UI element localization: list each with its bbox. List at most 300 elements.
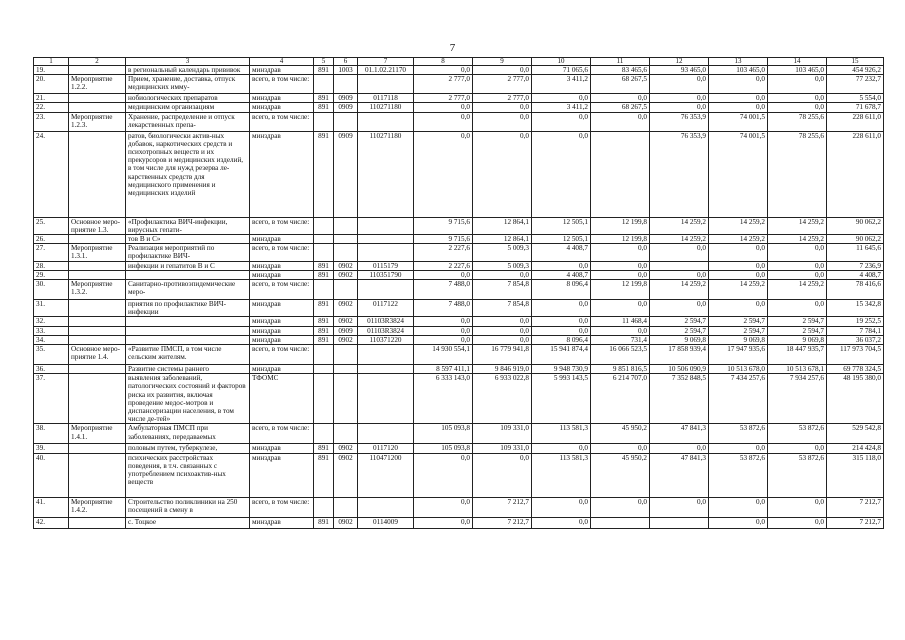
event-name [69, 335, 126, 344]
value-col-10: 5 993 143,5 [532, 374, 591, 424]
event-description: в региональный календарь прививок [126, 66, 250, 75]
value-col-13: 9 069,8 [709, 335, 768, 344]
value-col-12: 0,0 [650, 103, 709, 112]
value-col-8: 8 597 411,1 [414, 365, 473, 374]
event-description: ратов, биологически актив-ных добавок, наркотических средств и психотропных веществ и их прекурсоров и медицинских изделий, в том числе для нужд резерва ле-карственных средств для медицинского применения и медицинских изделий [126, 131, 250, 217]
value-col-9: 0,0 [473, 335, 532, 344]
executor: минздрав [250, 300, 314, 317]
event-description [126, 317, 250, 326]
value-total: 69 778 324,5 [827, 365, 884, 374]
value-total: 228 611,0 [827, 131, 884, 217]
value-col-12: 0,0 [650, 497, 709, 517]
value-col-13: 74 001,5 [709, 112, 768, 131]
value-col-13: 0,0 [709, 444, 768, 453]
value-total: 454 926,2 [827, 66, 884, 75]
value-col-9: 0,0 [473, 326, 532, 335]
code-grbs [314, 280, 334, 300]
code-rzpr [334, 235, 358, 244]
column-header: 5 [314, 58, 334, 66]
event-description: с. Тоцкое [126, 517, 250, 528]
event-description: Прием, хранение, доставка, отпуск медицинских имму- [126, 75, 250, 94]
event-name: Мероприятие 1.4.1. [69, 424, 126, 444]
code-csr [358, 345, 414, 365]
row-number: 27. [34, 244, 69, 261]
value-col-10: 15 941 874,4 [532, 345, 591, 365]
value-col-14: 0,0 [768, 244, 827, 261]
code-grbs [314, 365, 334, 374]
value-total: 78 416,6 [827, 280, 884, 300]
executor: минздрав [250, 103, 314, 112]
event-description: тов В и С» [126, 235, 250, 244]
value-col-14: 9 069,8 [768, 335, 827, 344]
code-csr [358, 217, 414, 234]
value-col-14: 0,0 [768, 444, 827, 453]
code-grbs [314, 374, 334, 424]
executor: всего, в том числе: [250, 112, 314, 131]
column-header: 11 [591, 58, 650, 66]
code-grbs [314, 345, 334, 365]
value-col-14: 0,0 [768, 94, 827, 103]
code-csr: 0115179 [358, 261, 414, 270]
value-col-13: 0,0 [709, 244, 768, 261]
code-grbs [314, 217, 334, 234]
value-total: 90 062,2 [827, 235, 884, 244]
row-number: 34. [34, 335, 69, 344]
code-csr: 0117122 [358, 300, 414, 317]
event-description: «Развитие ПМСП, в том числе сельским жителям. [126, 345, 250, 365]
table-row [34, 112, 884, 131]
value-col-8: 0,0 [414, 270, 473, 279]
row-number: 39. [34, 444, 69, 453]
code-csr: 0114009 [358, 517, 414, 528]
table-row [34, 270, 884, 279]
code-grbs: 891 [314, 453, 334, 497]
code-rzpr: 0909 [334, 94, 358, 103]
row-number: 37. [34, 374, 69, 424]
value-col-10: 0,0 [532, 112, 591, 131]
event-description: Хранение, распределение и отпуск лекарственных препа- [126, 112, 250, 131]
value-col-8: 105 093,8 [414, 424, 473, 444]
executor: минздрав [250, 453, 314, 497]
value-col-10: 0,0 [532, 131, 591, 217]
executor: всего, в том числе: [250, 424, 314, 444]
event-description: инфекции и гепатитов В и С [126, 261, 250, 270]
row-number: 26. [34, 235, 69, 244]
code-rzpr [334, 217, 358, 234]
value-col-14: 2 594,7 [768, 317, 827, 326]
value-col-8: 6 333 143,0 [414, 374, 473, 424]
value-col-10: 0,0 [532, 517, 591, 528]
event-name [69, 453, 126, 497]
value-col-10: 4 408,7 [532, 270, 591, 279]
event-name [69, 270, 126, 279]
code-csr: 0117120 [358, 444, 414, 453]
event-description: медицинским организациям [126, 103, 250, 112]
code-rzpr: 0902 [334, 261, 358, 270]
code-csr [358, 374, 414, 424]
value-col-12: 47 841,3 [650, 453, 709, 497]
value-col-14: 18 447 935,7 [768, 345, 827, 365]
value-col-8: 0,0 [414, 131, 473, 217]
event-description [126, 270, 250, 279]
code-csr [358, 365, 414, 374]
event-name [69, 374, 126, 424]
value-col-10: 0,0 [532, 300, 591, 317]
value-col-10: 0,0 [532, 497, 591, 517]
value-col-8: 0,0 [414, 112, 473, 131]
value-total: 7 784,1 [827, 326, 884, 335]
value-col-10: 0,0 [532, 326, 591, 335]
table-row [34, 300, 884, 317]
value-col-12: 0,0 [650, 444, 709, 453]
code-rzpr [334, 244, 358, 261]
code-grbs: 891 [314, 94, 334, 103]
executor: всего, в том числе: [250, 244, 314, 261]
code-rzpr: 0909 [334, 103, 358, 112]
value-col-9: 9 846 919,0 [473, 365, 532, 374]
value-col-9: 0,0 [473, 66, 532, 75]
value-col-8: 0,0 [414, 66, 473, 75]
value-col-12: 47 841,3 [650, 424, 709, 444]
table-row [34, 131, 884, 217]
value-col-12: 14 259,2 [650, 280, 709, 300]
code-grbs: 891 [314, 103, 334, 112]
row-number: 33. [34, 326, 69, 335]
row-number: 25. [34, 217, 69, 234]
value-col-10: 3 411,2 [532, 103, 591, 112]
code-rzpr [334, 365, 358, 374]
code-rzpr: 0909 [334, 326, 358, 335]
value-col-9: 0,0 [473, 112, 532, 131]
value-col-10: 3 411,2 [532, 75, 591, 94]
code-csr [358, 280, 414, 300]
value-total: 315 118,0 [827, 453, 884, 497]
row-number: 38. [34, 424, 69, 444]
value-col-11: 0,0 [591, 497, 650, 517]
value-col-13: 7 434 257,6 [709, 374, 768, 424]
value-col-11: 6 214 707,0 [591, 374, 650, 424]
value-col-13: 14 259,2 [709, 235, 768, 244]
table-row [34, 326, 884, 335]
event-name [69, 103, 126, 112]
row-number: 23. [34, 112, 69, 131]
row-number: 28. [34, 261, 69, 270]
code-grbs [314, 424, 334, 444]
table-row [34, 365, 884, 374]
value-col-12: 9 069,8 [650, 335, 709, 344]
value-total: 214 424,8 [827, 444, 884, 453]
value-col-8: 7 488,0 [414, 300, 473, 317]
code-grbs [314, 244, 334, 261]
column-header: 10 [532, 58, 591, 66]
value-col-14: 14 259,2 [768, 280, 827, 300]
value-col-8: 7 488,0 [414, 280, 473, 300]
event-name [69, 131, 126, 217]
executor: минздрав [250, 444, 314, 453]
value-col-8: 2 227,6 [414, 261, 473, 270]
code-grbs: 891 [314, 131, 334, 217]
executor: минздрав [250, 517, 314, 528]
value-col-11: 83 465,6 [591, 66, 650, 75]
code-grbs: 891 [314, 300, 334, 317]
value-col-8: 105 093,8 [414, 444, 473, 453]
value-col-12: 0,0 [650, 270, 709, 279]
column-header: 12 [650, 58, 709, 66]
value-col-14: 7 934 257,6 [768, 374, 827, 424]
value-total: 5 554,0 [827, 94, 884, 103]
event-description: Развитие системы раннего [126, 365, 250, 374]
value-col-8: 9 715,6 [414, 217, 473, 234]
value-col-13: 14 259,2 [709, 217, 768, 234]
value-col-12: 14 259,2 [650, 235, 709, 244]
executor: ТФОМС [250, 374, 314, 424]
page-number: 7 [449, 42, 456, 54]
value-total: 15 342,8 [827, 300, 884, 317]
code-rzpr [334, 75, 358, 94]
value-col-9: 2 777,0 [473, 75, 532, 94]
budget-table [33, 57, 884, 529]
value-col-11: 45 950,2 [591, 453, 650, 497]
code-csr [358, 112, 414, 131]
value-col-13: 0,0 [709, 103, 768, 112]
code-csr [358, 235, 414, 244]
code-rzpr [334, 345, 358, 365]
value-col-13: 103 465,0 [709, 66, 768, 75]
column-header-row [34, 58, 884, 66]
event-name [69, 261, 126, 270]
code-grbs [314, 75, 334, 94]
table-row [34, 217, 884, 234]
event-name: Мероприятие 1.2.2. [69, 75, 126, 94]
code-rzpr: 1003 [334, 66, 358, 75]
code-grbs: 891 [314, 270, 334, 279]
code-csr [358, 424, 414, 444]
value-col-13: 0,0 [709, 270, 768, 279]
row-number: 31. [34, 300, 69, 317]
table-row [34, 335, 884, 344]
value-col-11: 12 199,8 [591, 280, 650, 300]
executor: минздрав [250, 326, 314, 335]
value-col-12: 10 506 090,9 [650, 365, 709, 374]
value-col-12: 0,0 [650, 94, 709, 103]
event-description: психических расстройствах поведения, в т.ч. связанных с употреблением психоактив-ных веществ [126, 453, 250, 497]
value-col-12: 7 352 848,5 [650, 374, 709, 424]
executor: минздрав [250, 270, 314, 279]
value-col-12: 76 353,9 [650, 112, 709, 131]
value-total: 228 611,0 [827, 112, 884, 131]
event-description: выявления заболеваний, патологических состояний и факторов риска их развития, включая проведение медос-мотров и диспансеризации населения, в том числе де-тей» [126, 374, 250, 424]
value-col-9: 6 933 022,8 [473, 374, 532, 424]
value-col-13: 0,0 [709, 75, 768, 94]
value-col-8: 0,0 [414, 326, 473, 335]
row-number: 22. [34, 103, 69, 112]
event-name [69, 326, 126, 335]
value-col-12: 76 353,9 [650, 131, 709, 217]
column-header: 2 [69, 58, 126, 66]
table-row [34, 345, 884, 365]
executor: всего, в том числе: [250, 75, 314, 94]
value-col-13: 0,0 [709, 497, 768, 517]
column-header: 7 [358, 58, 414, 66]
value-col-10: 0,0 [532, 261, 591, 270]
value-col-10: 113 581,3 [532, 424, 591, 444]
value-col-9: 0,0 [473, 103, 532, 112]
table-row [34, 66, 884, 75]
value-col-11 [591, 131, 650, 217]
value-total: 7 212,7 [827, 517, 884, 528]
code-grbs: 891 [314, 326, 334, 335]
value-col-12: 0,0 [650, 75, 709, 94]
value-total: 4 408,7 [827, 270, 884, 279]
value-col-14: 0,0 [768, 517, 827, 528]
executor: минздрав [250, 335, 314, 344]
column-header: 15 [827, 58, 884, 66]
value-col-9: 0,0 [473, 270, 532, 279]
code-csr: 110471200 [358, 453, 414, 497]
code-rzpr: 0902 [334, 453, 358, 497]
value-col-14: 78 255,6 [768, 131, 827, 217]
event-name [69, 365, 126, 374]
event-name [69, 517, 126, 528]
code-csr: 110271180 [358, 103, 414, 112]
value-col-13: 14 259,2 [709, 280, 768, 300]
value-col-11: 0,0 [591, 270, 650, 279]
table-row [34, 280, 884, 300]
value-col-11: 12 199,8 [591, 217, 650, 234]
event-name: Мероприятие 1.3.1. [69, 244, 126, 261]
value-col-14: 78 255,6 [768, 112, 827, 131]
value-col-8: 0,0 [414, 317, 473, 326]
code-grbs [314, 235, 334, 244]
code-grbs: 891 [314, 317, 334, 326]
table-row [34, 75, 884, 94]
value-col-14: 14 259,2 [768, 235, 827, 244]
table-row [34, 444, 884, 453]
code-grbs [314, 497, 334, 517]
table-row [34, 517, 884, 528]
value-col-8: 2 777,0 [414, 75, 473, 94]
executor: всего, в том числе: [250, 345, 314, 365]
value-col-13: 0,0 [709, 517, 768, 528]
table-row [34, 235, 884, 244]
event-description: Реализация мероприятий по профилактике ВИЧ- [126, 244, 250, 261]
row-number: 29. [34, 270, 69, 279]
value-col-11: 731,4 [591, 335, 650, 344]
value-col-11: 45 950,2 [591, 424, 650, 444]
executor: всего, в том числе: [250, 497, 314, 517]
executor: всего, в том числе: [250, 280, 314, 300]
value-col-11: 0,0 [591, 300, 650, 317]
value-col-11: 0,0 [591, 261, 650, 270]
value-col-10: 71 065,6 [532, 66, 591, 75]
value-col-8: 2 227,6 [414, 244, 473, 261]
table-row [34, 261, 884, 270]
value-total: 7 236,9 [827, 261, 884, 270]
value-total: 7 212,7 [827, 497, 884, 517]
code-rzpr: 0902 [334, 300, 358, 317]
value-col-9: 109 331,0 [473, 444, 532, 453]
row-number: 32. [34, 317, 69, 326]
row-number: 36. [34, 365, 69, 374]
row-number: 20. [34, 75, 69, 94]
event-description [126, 335, 250, 344]
code-grbs: 891 [314, 335, 334, 344]
value-col-11: 0,0 [591, 112, 650, 131]
value-col-8: 0,0 [414, 103, 473, 112]
event-description [126, 326, 250, 335]
value-col-13: 74 001,5 [709, 131, 768, 217]
row-number: 24. [34, 131, 69, 217]
code-grbs: 891 [314, 517, 334, 528]
value-col-13: 53 872,6 [709, 453, 768, 497]
value-col-11: 16 066 523,5 [591, 345, 650, 365]
code-csr: 01103R3824 [358, 326, 414, 335]
value-total: 48 195 380,0 [827, 374, 884, 424]
value-col-9: 109 331,0 [473, 424, 532, 444]
value-col-8: 0,0 [414, 335, 473, 344]
value-col-9: 0,0 [473, 453, 532, 497]
value-col-8: 0,0 [414, 497, 473, 517]
code-csr [358, 75, 414, 94]
code-rzpr [334, 497, 358, 517]
value-col-14: 0,0 [768, 75, 827, 94]
value-col-14: 0,0 [768, 270, 827, 279]
code-rzpr: 0902 [334, 335, 358, 344]
event-description: нобиологических препаратов [126, 94, 250, 103]
executor: минздрав [250, 261, 314, 270]
code-csr: 0117118 [358, 94, 414, 103]
event-name: Основное меро-приятие 1.3. [69, 217, 126, 234]
executor: минздрав [250, 94, 314, 103]
value-col-10: 9 948 730,9 [532, 365, 591, 374]
event-description: «Профилактика ВИЧ-инфекции, вирусных гепати- [126, 217, 250, 234]
event-name [69, 66, 126, 75]
row-number: 19. [34, 66, 69, 75]
table-row [34, 103, 884, 112]
value-col-9: 7 854,8 [473, 300, 532, 317]
row-number: 42. [34, 517, 69, 528]
code-rzpr [334, 374, 358, 424]
value-total: 19 252,5 [827, 317, 884, 326]
column-header: 6 [334, 58, 358, 66]
code-csr [358, 244, 414, 261]
value-col-12: 17 858 939,4 [650, 345, 709, 365]
event-name: Мероприятие 1.2.3. [69, 112, 126, 131]
code-rzpr [334, 424, 358, 444]
row-number: 30. [34, 280, 69, 300]
value-col-14: 103 465,0 [768, 66, 827, 75]
table-row [34, 94, 884, 103]
row-number: 21. [34, 94, 69, 103]
value-col-13: 0,0 [709, 94, 768, 103]
code-rzpr [334, 112, 358, 131]
executor: всего, в том числе: [250, 217, 314, 234]
value-col-10: 0,0 [532, 317, 591, 326]
code-rzpr: 0902 [334, 517, 358, 528]
code-csr: 110351790 [358, 270, 414, 279]
value-col-13: 2 594,7 [709, 326, 768, 335]
value-col-14: 0,0 [768, 300, 827, 317]
value-col-8: 2 777,0 [414, 94, 473, 103]
executor: минздрав [250, 131, 314, 217]
code-rzpr: 0909 [334, 131, 358, 217]
value-col-9: 5 009,3 [473, 261, 532, 270]
executor: минздрав [250, 66, 314, 75]
value-col-12: 93 465,0 [650, 66, 709, 75]
value-col-8: 9 715,6 [414, 235, 473, 244]
value-col-10: 12 505,1 [532, 217, 591, 234]
value-total: 77 232,7 [827, 75, 884, 94]
